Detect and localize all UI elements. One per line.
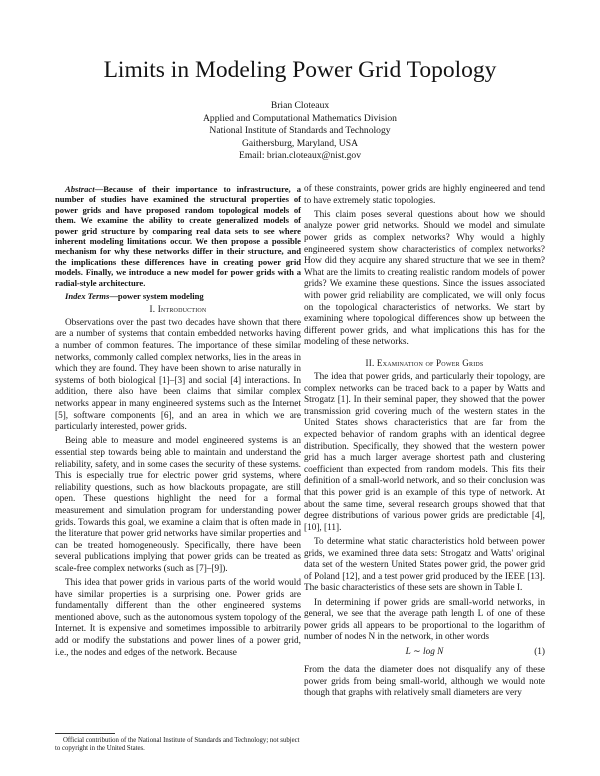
author-division: Applied and Computational Mathematics Division — [203, 112, 397, 124]
author-institute: National Institute of Standards and Technology — [209, 125, 391, 137]
intro-paragraph: This claim poses several questions about how we should analyze power grid networks. Should we model and simulate power grids as complex networks? Why would a highly engineered system show characteristics of complex networks? How did they acquire any shared structure that we see in them? What are the limits to creating realistic random models of power grids? We examine these questions. Since the issues associated with power grid reliability are complicated, we will only focus on the topological characteristics of networks. We start by examining where topological differences show up between the different power grids, and what implications this has for the modeling of these networks. — [304, 209, 545, 348]
intro-paragraph: Observations over the past two decades have shown that there are a number of systems that contain embedded networks having a number of common features. The importance of these similar networks, commonly called complex networks, lies in the areas in which they are found. They have been shown to arise naturally in systems of both biological [1]–[3] and social [4] interactions. In addition, there also have been claims that similar complex networks appear in many engineered systems such as the Internet [5], software components [6], and an area in which we are particularly interested, power grids. — [55, 317, 301, 433]
author-name: Brian Cloteaux — [270, 100, 330, 111]
footnote: Official contribution of the National Institute of Standards and Technology; not subject to copyright in the United States. — [55, 737, 300, 753]
exam-paragraph: In determining if power grids are small-world networks, in general, we see that the average path length L of one of these power grids all appears to be proportional to the logarithm of number of nodes N in the network, in other words — [304, 597, 545, 643]
left-column — [55, 184, 301, 659]
equation-number: (1) — [534, 646, 545, 657]
footnote-rule — [55, 733, 115, 734]
equation-expression: L ∼ log N — [405, 646, 444, 657]
index-terms-lead: Index Terms — [65, 290, 110, 301]
abstract-text: —Because of their importance to infrastructure, a number of studies have examined the structural properties of power grids and have proposed random topological models of them. We examine the ability to create generalized models of power grid structure by comparing real data sets to see where inherent modeling limitations occur. We then propose a possible mechanism for why these networks differ in their structure, and the implications these differences have in creating power grid models. Finally, we introduce a new model for power grids with a radial-style architecture. — [55, 184, 301, 288]
section-heading-introduction: I. Introduction — [149, 303, 207, 314]
index-terms — [55, 291, 301, 301]
exam-paragraph: To determine what static characteristics hold between power grids, we examined three data sets: Strogatz and Watts' original data set of the western United States power grid, the power grid of Poland [12], and a test power grid produced by the IEEE [13]. The basic characteristics of these sets are shown in Table I. — [304, 537, 545, 594]
right-column — [304, 184, 545, 700]
index-terms-text: —power system modeling — [109, 290, 204, 301]
paper-title: Limits in Modeling Power Grid Topology — [103, 57, 497, 83]
abstract — [55, 184, 301, 288]
intro-paragraph: This idea that power grids in various parts of the world would have similar properties is a surprising one. Power grids are fundamentally different than the other engineered systems mentioned above, such as the autonomous system topology of the Internet. It is expensive and sometimes impossible to arbitrarily add or modify the substations and power lines of a power grid, i.e., the nodes and edges of the network. Because — [55, 578, 301, 658]
author-location: Gaithersburg, Maryland, USA — [242, 137, 358, 149]
section-heading-examination: II. Examination of Power Grids — [365, 357, 484, 368]
intro-paragraph: Being able to measure and model engineered systems is an essential step towards being able to maintain and understand the reliability, safety, and in some cases the security of these systems. This is especially true for electric power grid systems, where reliability questions, such as how blackouts propagate, are still open. These questions highlight the need for a formal measurement and simulation program for understanding power grids. Towards this goal, we examine a claim that is often made in the literature that power grid networks have similar properties and can be treated homogeneously. Specifically, there have been several publications implying that power grids can be treated as scale-free complex networks (such as [7]–[9]). — [55, 436, 301, 574]
equation-1 — [304, 647, 545, 662]
abstract-lead: Abstract — [65, 184, 95, 194]
continued-paragraph: of these constraints, power grids are highly engineered and tend to have extremely static topologies. — [304, 184, 545, 206]
exam-paragraph: From the data the diameter does not disqualify any of these power grids from being small-world, although we would note though that graphs with relatively small diameters are very — [304, 664, 545, 699]
author-block — [0, 100, 600, 163]
author-email: Email: brian.cloteaux@nist.gov — [238, 150, 362, 162]
exam-paragraph: The idea that power grids, and particularly their topology, are complex networks can be traced back to a paper by Watts and Strogatz [1]. In their seminal paper, they showed that the power transmission grid covering much of the western states in the United States shows characteristics that are far from the expected behavior of random graphs with an identical degree distribution. Specifically, they showed that the western power grid has a much larger average shortest path and clustering coefficient than expected from random models. This fits their definition of a small-world network, and so their conclusion was that this power grid is an example of this type of network. At about the same time, several research groups showed that that degree distributions of various power grids are predictable [4], [10], [11]. — [304, 372, 545, 533]
